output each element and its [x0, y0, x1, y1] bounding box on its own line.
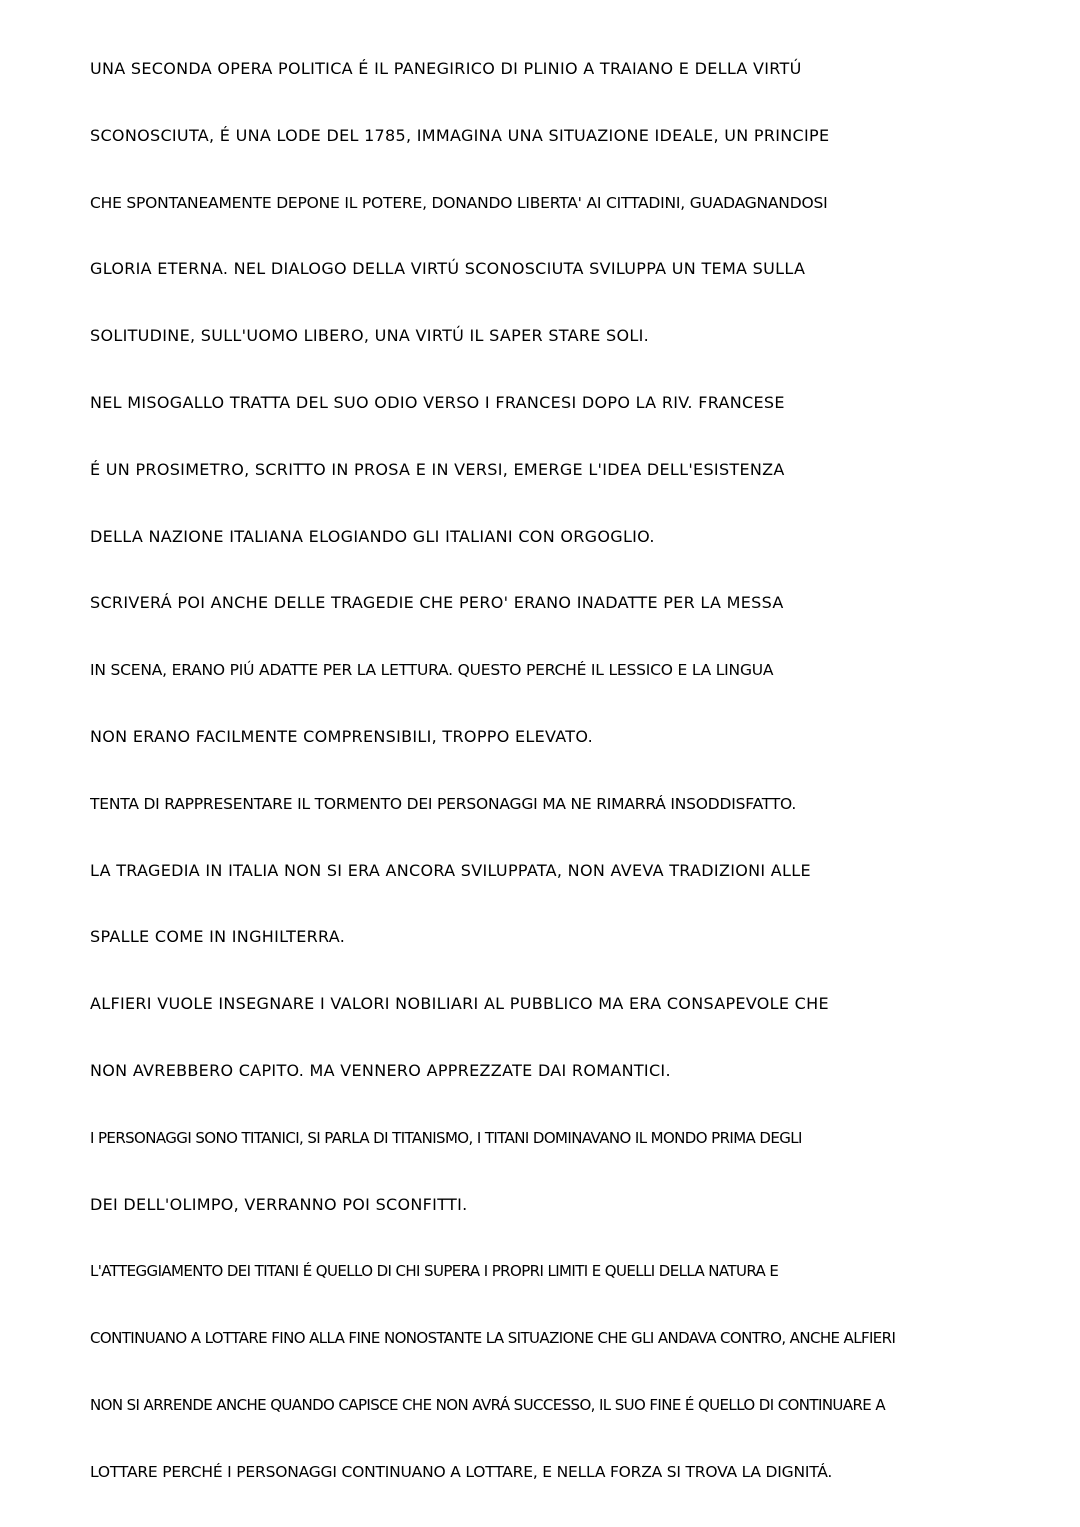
text-line: IN SCENA, ERANO PIÚ ADATTE PER LA LETTURA. QUESTO PERCHÉ IL LESSICO E LA LINGUA — [90, 661, 774, 680]
text-line: SCONOSCIUTA, É UNA LODE DEL 1785, IMMAGINA UNA SITUAZIONE IDEALE, UN PRINCIPE — [90, 125, 830, 145]
text-line: É UN PROSIMETRO, SCRITTO IN PROSA E IN VERSI, EMERGE L'IDEA DELL'ESISTENZA — [90, 459, 785, 479]
text-line: L'ATTEGGIAMENTO DEI TITANI É QUELLO DI CHI SUPERA I PROPRI LIMITI E QUELLI DELLA NATURA E — [90, 1262, 779, 1281]
text-line: I PERSONAGGI SONO TITANICI, SI PARLA DI TITANISMO, I TITANI DOMINAVANO IL MONDO PRIMA DEGLI — [90, 1128, 802, 1147]
text-line: LOTTARE PERCHÉ I PERSONAGGI CONTINUANO A LOTTARE, E NELLA FORZA SI TROVA LA DIGNITÁ. — [90, 1462, 833, 1481]
text-line: NON SI ARRENDE ANCHE QUANDO CAPISCE CHE NON AVRÁ SUCCESSO, IL SUO FINE É QUELLO DI CONTINUARE A — [90, 1395, 886, 1414]
text-line: TENTA DI RAPPRESENTARE IL TORMENTO DEI PERSONAGGI MA NE RIMARRÁ INSODDISFATTO. — [90, 794, 797, 813]
text-line: LA TRAGEDIA IN ITALIA NON SI ERA ANCORA SVILUPPATA, NON AVEVA TRADIZIONI ALLE — [90, 860, 811, 880]
text-line: UNA SECONDA OPERA POLITICA É IL PANEGIRICO DI PLINIO A TRAIANO E DELLA VIRTÚ — [90, 59, 802, 78]
text-line: SPALLE COME IN INGHILTERRA. — [90, 927, 346, 947]
text-line: NON ERANO FACILMENTE COMPRENSIBILI, TROPPO ELEVATO. — [90, 726, 593, 746]
text-line: GLORIA ETERNA. NEL DIALOGO DELLA VIRTÚ SCONOSCIUTA SVILUPPA UN TEMA SULLA — [90, 259, 806, 279]
text-line: ALFIERI VUOLE INSEGNARE I VALORI NOBILIARI AL PUBBLICO MA ERA CONSAPEVOLE CHE — [90, 994, 829, 1014]
text-line: NEL MISOGALLO TRATTA DEL SUO ODIO VERSO I FRANCESI DOPO LA RIV. FRANCESE — [90, 392, 785, 412]
notes-text-block — [90, 52, 1050, 1522]
text-line: DEI DELL'OLIMPO, VERRANNO POI SCONFITTI. — [90, 1194, 468, 1214]
text-line: CHE SPONTANEAMENTE DEPONE IL POTERE, DONANDO LIBERTA' AI CITTADINI, GUADAGNANDOSI — [90, 193, 828, 212]
text-line: DELLA NAZIONE ITALIANA ELOGIANDO GLI ITALIANI CON ORGOGLIO. — [90, 526, 655, 546]
text-line: CONTINUANO A LOTTARE FINO ALLA FINE NONOSTANTE LA SITUAZIONE CHE GLI ANDAVA CONTRO, ANCHE ALFIERI — [90, 1329, 896, 1348]
text-line: SOLITUDINE, SULL'UOMO LIBERO, UNA VIRTÚ IL SAPER STARE SOLI. — [90, 326, 650, 346]
text-line: NON AVREBBERO CAPITO. MA VENNERO APPREZZATE DAI ROMANTICI. — [90, 1060, 671, 1080]
text-line: SCRIVERÁ POI ANCHE DELLE TRAGEDIE CHE PERO' ERANO INADATTE PER LA MESSA — [90, 593, 784, 613]
